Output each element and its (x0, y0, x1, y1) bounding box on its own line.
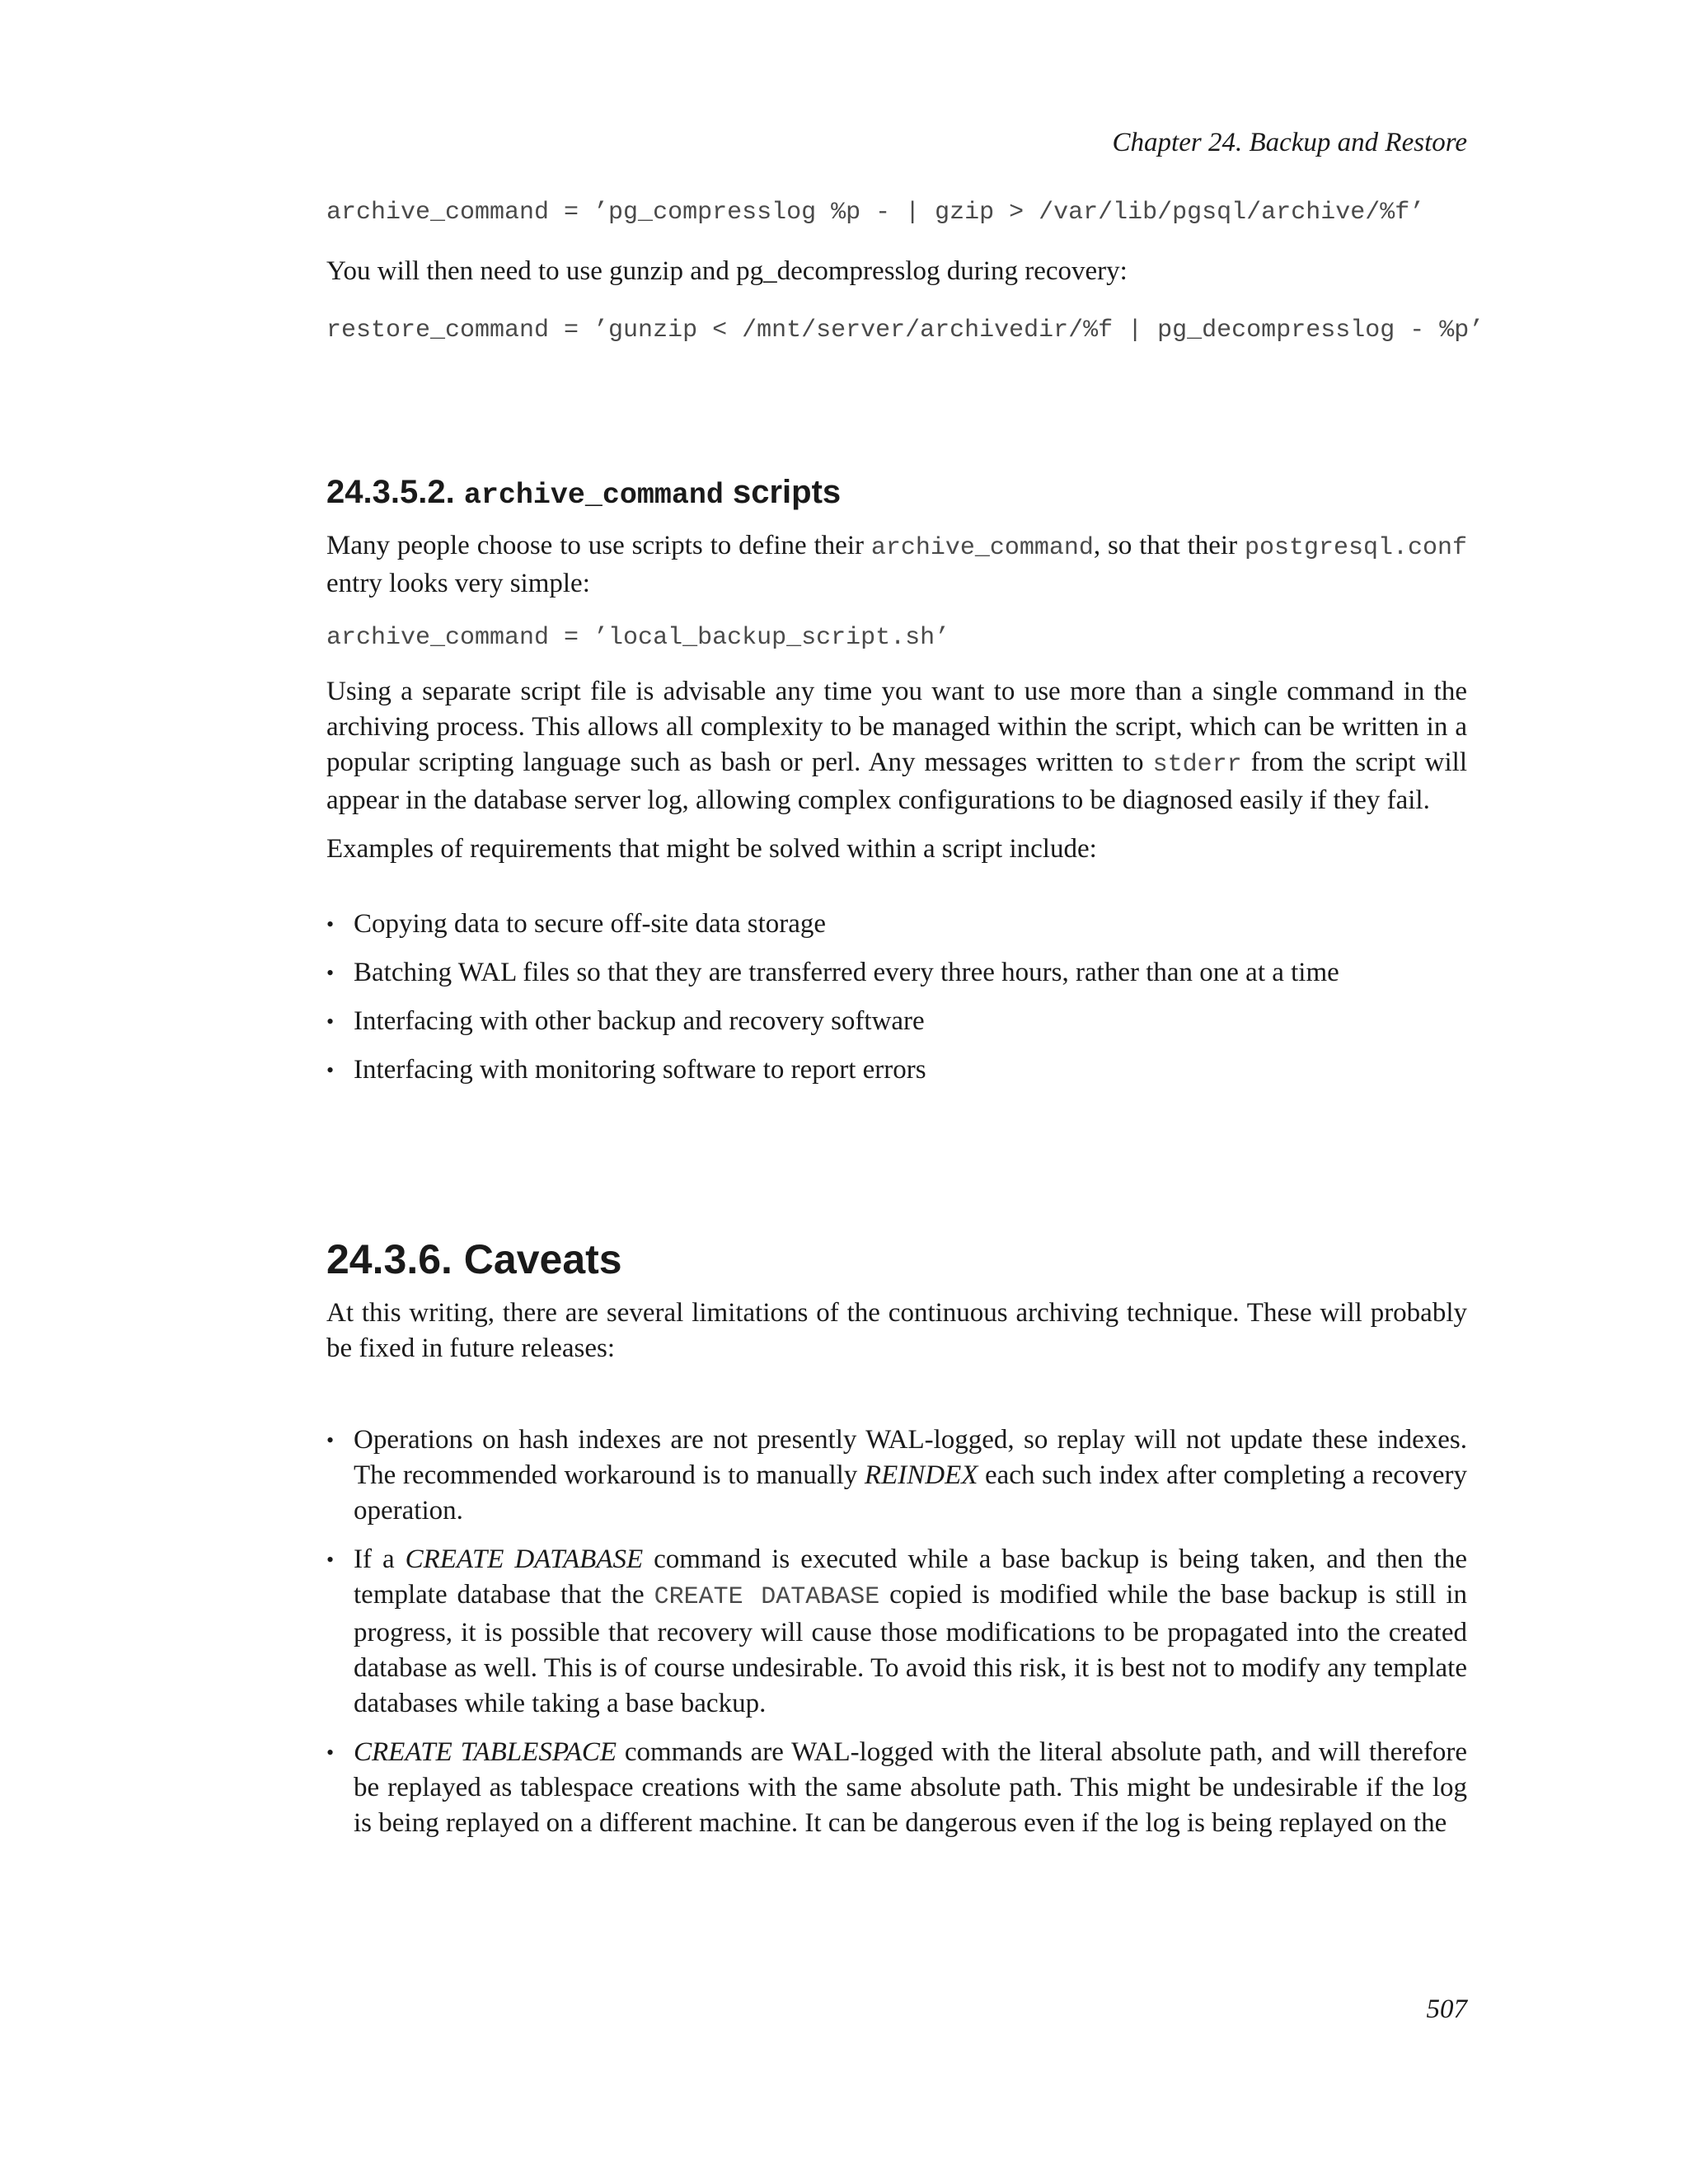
emphasis-create-tablespace: CREATE TABLESPACE (354, 1737, 617, 1767)
list-item-text: Interfacing with other backup and recovery software (354, 1006, 925, 1036)
bullet-icon: • (326, 1428, 335, 1452)
section-title-suffix: scripts (733, 474, 842, 510)
text-run: , so that their (1093, 531, 1245, 560)
list-item (326, 1422, 1467, 1529)
bullet-icon: • (326, 1548, 335, 1572)
inline-code-stderr: stderr (1152, 751, 1242, 779)
section-title-code: archive_command (463, 479, 724, 512)
section-heading-scripts (326, 471, 1467, 517)
running-header: Chapter 24. Backup and Restore (1112, 128, 1467, 157)
code-restore-gunzip: restore_command = ’gunzip < /mnt/server/archivedir/%f | pg_decompresslog - %p’ (326, 316, 1484, 344)
section-number: 24.3.5.2. (326, 474, 455, 510)
text-run: from the script will appear in the database server log, allowing complex configurations to be diagnosed easily if they fail. (326, 748, 1467, 815)
inline-code-postgresql-conf: postgresql.conf (1244, 534, 1467, 562)
emphasis-create-database: CREATE DATABASE (405, 1544, 644, 1574)
list-item (326, 1004, 1467, 1039)
page-content (326, 191, 1484, 1841)
bullet-icon: • (326, 961, 335, 985)
text-run: copied is modified while the base backup is still in progress, it is possible that recovery will cause those modifications to be propagated into the created database as well. This is of course undesirable. To avoid this risk, it is best not to modify any template databases while taking a base backup. (354, 1580, 1468, 1718)
bullet-icon: • (326, 1741, 335, 1765)
caveats-bullet-list (326, 1422, 1467, 1841)
inline-code-archive-command: archive_command (870, 534, 1094, 562)
inline-code-create-database: CREATE DATABASE (654, 1583, 880, 1611)
list-item (326, 955, 1467, 991)
list-item (326, 1052, 1467, 1088)
emphasis-reindex: REINDEX (864, 1460, 978, 1490)
list-item (326, 1735, 1467, 1841)
bullet-icon: • (326, 1010, 335, 1033)
text-run: entry looks very simple: (326, 569, 590, 598)
list-item (326, 907, 1467, 942)
text-run: Using a separate script file is advisable any time you want to use more than a single command in the archiving process. This allows all complexity to be managed within the script, which can be written in a popular scripting language such as bash or perl. Any messages written to (326, 677, 1467, 777)
scripts-bullet-list (326, 907, 1467, 1088)
bullet-icon: • (326, 1058, 335, 1082)
bullet-icon: • (326, 912, 335, 936)
list-item-text: Interfacing with monitoring software to report errors (354, 1055, 926, 1085)
text-run: command is executed while a base backup is being taken, and then the template database that the (354, 1544, 1467, 1610)
text-run: commands are WAL-logged with the literal absolute path, and will therefore be replayed as tablespace creations with the same absolute path. This might be undesirable if the log is being replayed on a different machine. It can be dangerous even if the log is being replayed on the (354, 1737, 1467, 1838)
caveats-intro: At this writing, there are several limitations of the continuous archiving technique. These will probably be fixed in future releases: (326, 1298, 1467, 1363)
text-run: Operations on hash indexes are not presently WAL-logged, so replay will not update these indexes. The recommended workaround is to manually (354, 1425, 1467, 1490)
code-archive-script: archive_command = ’local_backup_script.sh’ (326, 624, 950, 652)
text-run: Many people choose to use scripts to define their (326, 531, 871, 560)
text-run: If a (354, 1544, 406, 1574)
scripts-paragraph-2 (326, 674, 1467, 818)
list-item-text: Batching WAL files so that they are transferred every three hours, rather than one at a time (354, 958, 1339, 987)
scripts-paragraph-3: Examples of requirements that might be solved within a script include: (326, 834, 1097, 864)
gunzip-paragraph: You will then need to use gunzip and pg_decompresslog during recovery: (326, 256, 1128, 286)
list-item (326, 1542, 1467, 1722)
section-heading-caveats: 24.3.6. Caveats (326, 1236, 622, 1282)
list-item-text: Copying data to secure off-site data storage (354, 909, 827, 939)
scripts-paragraph-1 (326, 528, 1467, 602)
page-number: 507 (1426, 1994, 1467, 2024)
code-archive-gzip: archive_command = ’pg_compresslog %p - | gzip > /var/lib/pgsql/archive/%f’ (326, 199, 1425, 227)
text-run: each such index after completing a recovery operation. (354, 1460, 1467, 1526)
